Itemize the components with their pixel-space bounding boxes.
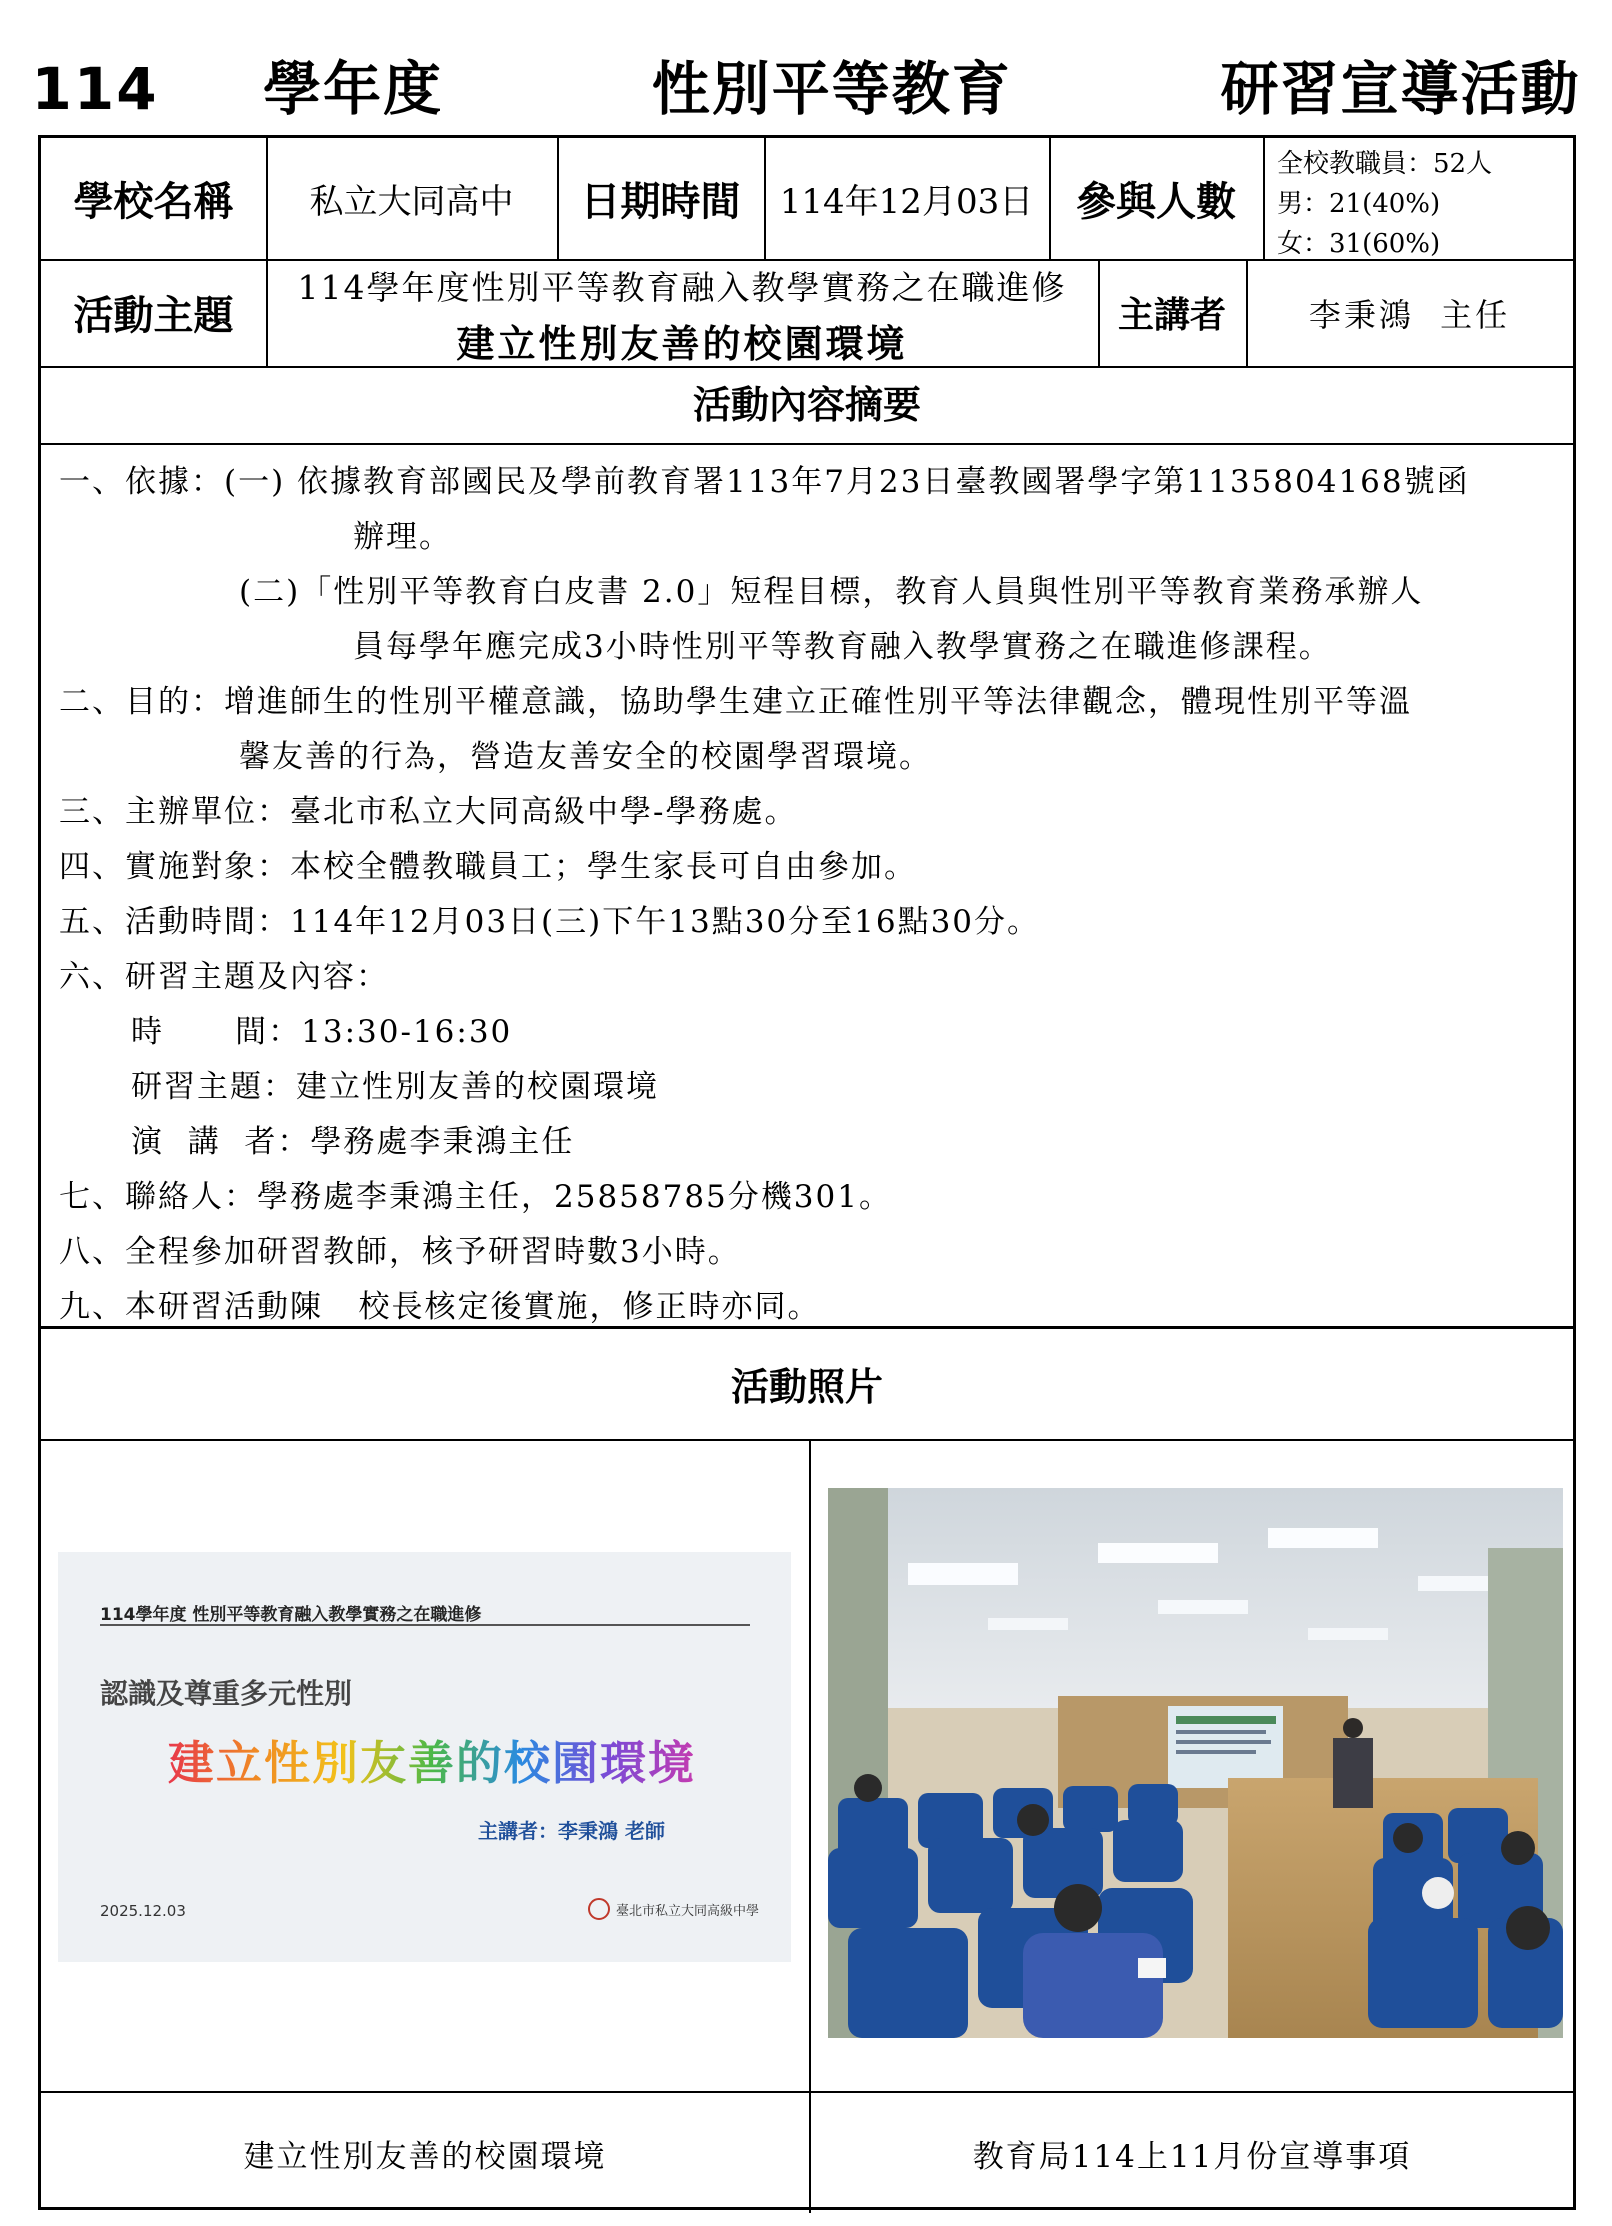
slide-school-name: 臺北市私立大同高級中學 xyxy=(616,1903,760,1919)
stat-female: 女：31(60%) xyxy=(1277,229,1441,259)
caption-left: 建立性別友善的校園環境 xyxy=(243,2138,607,2175)
school-name-value: 私立大同高中 xyxy=(309,182,514,222)
summary-line: 六、研習主題及內容： xyxy=(59,959,389,995)
summary-line: 演 講 者：學務處李秉鴻主任 xyxy=(131,1124,575,1160)
school-name-label: 學校名稱 xyxy=(73,179,234,225)
slide-subtitle: 認識及尊重多元性別 xyxy=(100,1677,353,1710)
topic-value xyxy=(266,260,1098,368)
summary-line: 時 間：13:30-16:30 xyxy=(131,1014,513,1050)
stat-total: 全校教職員：52人 xyxy=(1277,149,1493,179)
slide-rule xyxy=(100,1624,750,1626)
topic-label: 活動主題 xyxy=(73,293,234,339)
summary-line: 一、依據：(一) 依據教育部國民及學前教育署113年7月23日臺教國署學字第1135804168號函 xyxy=(59,464,1470,500)
photos-heading: 活動照片 xyxy=(730,1365,883,1409)
slide-photo xyxy=(58,1552,791,1962)
summary-line: 八、全程參加研習教師，核予研習時數3小時。 xyxy=(59,1234,741,1270)
summary-line: 員每學年應完成3小時性別平等教育融入教學實務之在職進修課程。 xyxy=(353,629,1332,665)
topic-main: 建立性別友善的校園環境 xyxy=(456,321,908,366)
report-table xyxy=(38,135,1576,2210)
summary-line: 辦理。 xyxy=(353,519,452,555)
summary-heading: 活動內容摘要 xyxy=(692,383,921,427)
summary-line: 七、聯絡人：學務處李秉鴻主任，25858785分機301。 xyxy=(59,1179,892,1215)
stat-male: 男：21(40%) xyxy=(1277,189,1441,219)
classroom-photo-illustration xyxy=(828,1488,1563,2038)
document-title: 114 學年度 性別平等教育 研習宣導活動 xyxy=(31,55,1581,123)
date-label: 日期時間 xyxy=(580,179,741,225)
caption-right: 教育局114上11月份宣導事項 xyxy=(972,2138,1412,2175)
summary-line: 三、主辦單位：臺北市私立大同高級中學-學務處。 xyxy=(59,794,798,830)
slide-header: 114學年度 性別平等教育融入教學實務之在職進修 xyxy=(100,1605,482,1625)
summary-line: 研習主題：建立性別友善的校園環境 xyxy=(131,1069,659,1105)
attendees-stats xyxy=(1277,144,1492,264)
summary-line: 四、實施對象：本校全體教職員工；學生家長可自由參加。 xyxy=(59,849,917,885)
school-seal-icon xyxy=(588,1898,610,1920)
topic-subtitle: 114學年度性別平等教育融入教學實務之在職進修 xyxy=(297,268,1067,307)
summary-line: 九、本研習活動陳 校長核定後實施，修正時亦同。 xyxy=(59,1289,821,1325)
date-value: 114年12月03日 xyxy=(779,182,1034,222)
classroom-photo xyxy=(828,1488,1563,2038)
slide-school xyxy=(588,1898,759,1920)
attendees-label: 參與人數 xyxy=(1076,179,1236,225)
summary-line: 五、活動時間：114年12月03日(三)下午13點30分至16點30分。 xyxy=(59,904,1041,940)
slide-date: 2025.12.03 xyxy=(100,1902,186,1920)
summary-line: (二)「性別平等教育白皮書 2.0」短程目標，教育人員與性別平等教育業務承辦人 xyxy=(239,574,1424,610)
speaker-value: 李秉鴻 主任 xyxy=(1308,295,1511,334)
speaker-label: 主講者 xyxy=(1117,295,1226,336)
summary-line: 二、目的：增進師生的性別平權意識，協助學生建立正確性別平等法律觀念，體現性別平等溫 xyxy=(59,684,1412,720)
slide-presenter: 主講者：李秉鴻 老師 xyxy=(478,1819,665,1843)
summary-line: 馨友善的行為，營造友善安全的校園學習環境。 xyxy=(239,739,932,775)
slide-main-title: 建立性別友善的校園環境 xyxy=(168,1727,696,1793)
